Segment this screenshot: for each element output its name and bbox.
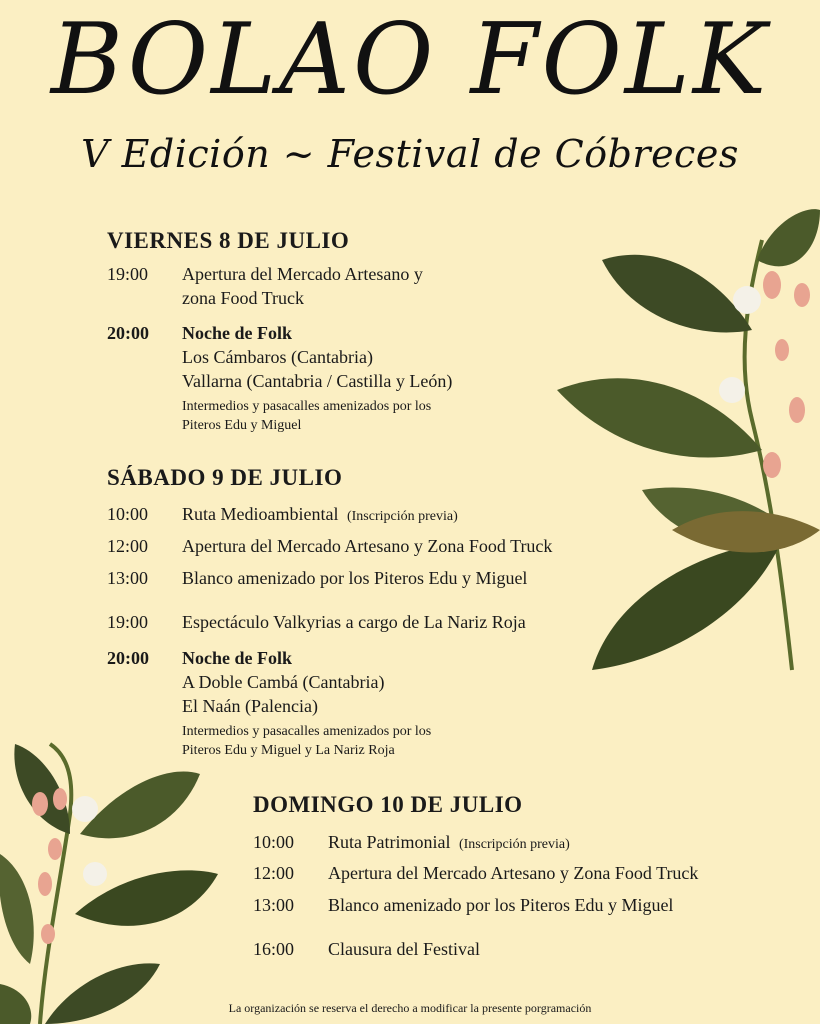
- day-title-friday: VIERNES 8 DE JULIO: [107, 228, 350, 253]
- event-saturday-1000: [107, 502, 627, 528]
- event-line: Apertura del Mercado Artesano y Zona Food Truck: [182, 536, 553, 556]
- event-saturday-1200: [107, 534, 627, 560]
- event-time: 10:00: [253, 832, 295, 852]
- event-friday-1900: [107, 262, 577, 314]
- event-time: 20:00: [107, 323, 149, 343]
- event-sunday-1000: [253, 830, 773, 856]
- event-line: Ruta Medioambiental: [182, 504, 339, 524]
- event-time: 19:00: [107, 612, 149, 632]
- event-saturday-1300: [107, 566, 627, 592]
- event-line: Apertura del Mercado Artesano y Zona Food Truck: [328, 863, 699, 883]
- event-line: El Naán (Palencia): [182, 696, 318, 716]
- event-note: Piteros Edu y Miguel y La Nariz Roja: [182, 743, 395, 758]
- event-time: 12:00: [253, 863, 295, 883]
- festival-subtitle: V Edición ~ Festival de Cóbreces: [81, 132, 739, 176]
- event-line: Blanco amenizado por los Piteros Edu y Miguel: [182, 568, 528, 588]
- day-title-sunday: DOMINGO 10 DE JULIO: [253, 792, 523, 817]
- event-note: Intermedios y pasacalles amenizados por los: [182, 399, 432, 414]
- event-time: 13:00: [107, 568, 149, 588]
- day-title-saturday: SÁBADO 9 DE JULIO: [107, 465, 343, 490]
- event-note: Piteros Edu y Miguel: [182, 418, 302, 433]
- event-sunday-1600: [253, 937, 773, 963]
- event-line: Espectáculo Valkyrias a cargo de La Nariz Roja: [182, 612, 526, 632]
- orange-blossom-branch-right: [552, 200, 820, 680]
- event-note: Intermedios y pasacalles amenizados por los: [182, 724, 432, 739]
- event-heading: Noche de Folk: [182, 323, 292, 343]
- event-friday-2000: [107, 321, 577, 439]
- event-line: A Doble Cambá (Cantabria): [182, 672, 385, 692]
- event-line: Blanco amenizado por los Piteros Edu y Miguel: [328, 895, 674, 915]
- event-time: 10:00: [107, 504, 149, 524]
- disclaimer-note: La organización se reserva el derecho a modificar la presente porgramación: [228, 1001, 592, 1015]
- event-sunday-1300: [253, 893, 773, 919]
- event-line: Los Cámbaros (Cantabria): [182, 347, 373, 367]
- event-time: 16:00: [253, 939, 295, 959]
- event-line: Ruta Patrimonial: [328, 832, 451, 852]
- orange-blossom-branch-left: [0, 734, 230, 1024]
- event-aside: (Inscripción previa): [458, 837, 570, 852]
- festival-title: BOLAO FOLK: [50, 3, 770, 117]
- event-time: 20:00: [107, 648, 149, 668]
- event-time: 13:00: [253, 895, 295, 915]
- event-line: Vallarna (Cantabria / Castilla y León): [182, 371, 453, 391]
- event-sunday-1200: [253, 861, 773, 887]
- event-saturday-2000: [107, 646, 577, 764]
- event-time: 19:00: [107, 264, 149, 284]
- event-aside: (Inscripción previa): [346, 509, 458, 524]
- event-saturday-1900: [107, 610, 627, 636]
- event-line: zona Food Truck: [182, 288, 305, 308]
- event-line: Clausura del Festival: [328, 939, 480, 959]
- event-line: Apertura del Mercado Artesano y: [182, 264, 423, 284]
- event-heading: Noche de Folk: [182, 648, 292, 668]
- event-time: 12:00: [107, 536, 149, 556]
